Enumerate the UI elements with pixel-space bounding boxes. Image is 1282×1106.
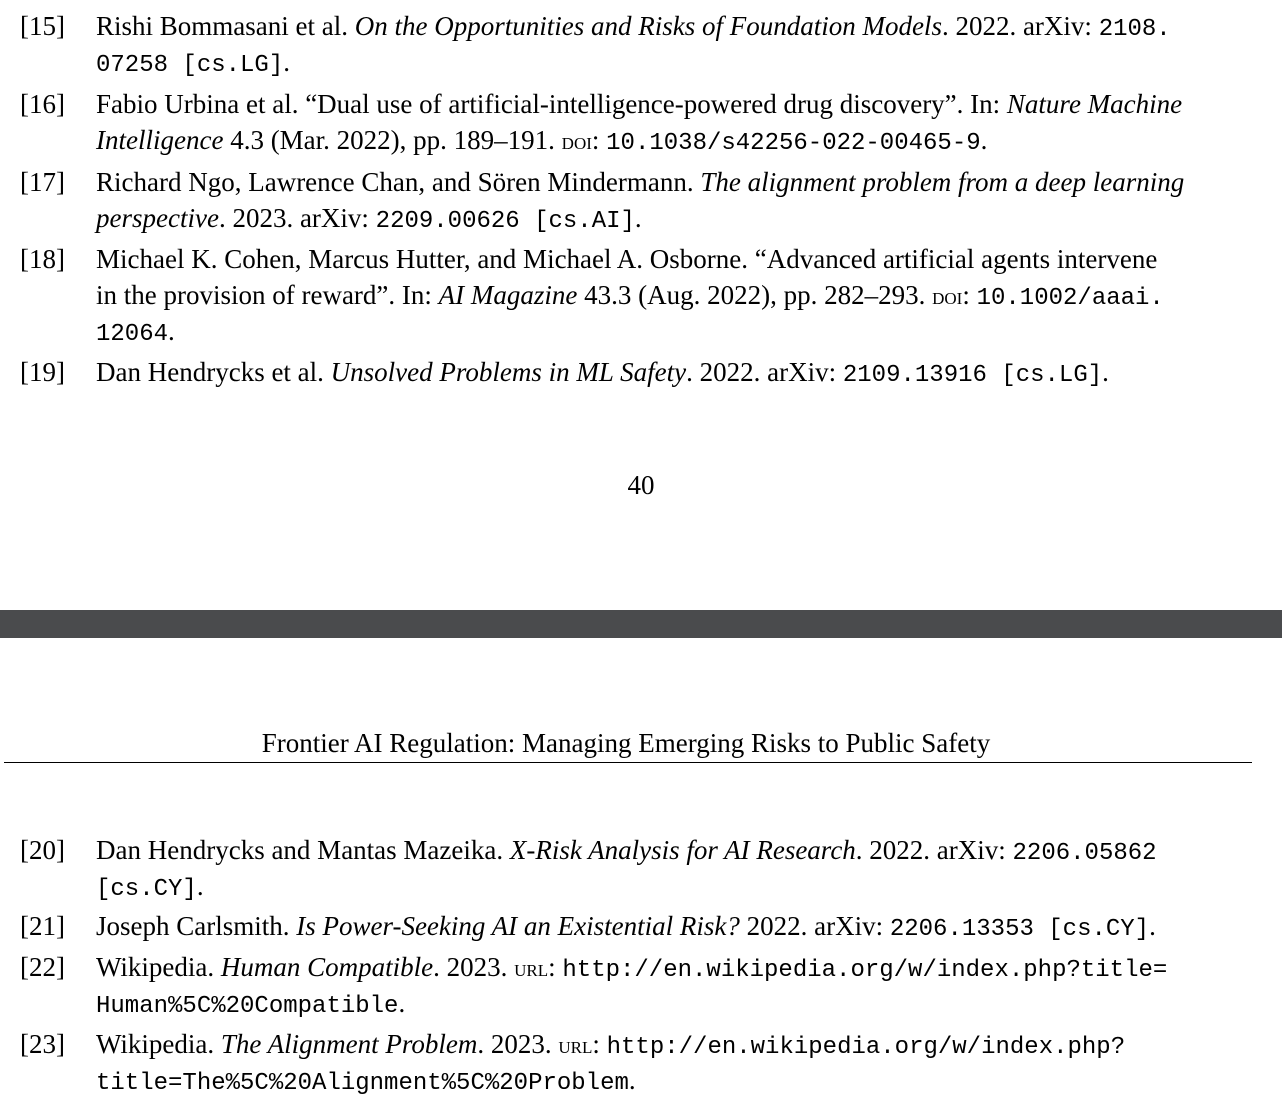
title-text: Is Power-Seeking AI an Existential Risk? bbox=[296, 911, 740, 941]
reference-line bbox=[96, 164, 1256, 200]
url-label: url bbox=[558, 1033, 593, 1059]
reference-text bbox=[96, 949, 1256, 1021]
punctuation: . bbox=[628, 1065, 636, 1095]
arxiv-id: [cs.CY] bbox=[96, 876, 197, 903]
arxiv-id: 2206.05862 bbox=[1012, 840, 1157, 867]
bottom-page bbox=[0, 638, 1282, 1106]
reference-text bbox=[96, 241, 1256, 349]
reference-number: [21] bbox=[20, 911, 65, 941]
reference-line bbox=[96, 200, 1256, 236]
reference-line bbox=[96, 86, 1256, 122]
title-text: On the Opportunities and Risks of Foundation Models bbox=[354, 11, 942, 41]
punctuation: . bbox=[1149, 911, 1156, 941]
authors-text: Wikipedia. bbox=[96, 1029, 221, 1059]
year-text: . 2023. bbox=[433, 952, 515, 982]
reference-line bbox=[96, 832, 1256, 868]
title-text: Human Compatible bbox=[220, 952, 434, 982]
journal-text: Nature Machine bbox=[1006, 89, 1183, 119]
arxiv-id: 2209.00626 [cs.AI] bbox=[375, 208, 635, 235]
reference-line bbox=[96, 122, 1256, 158]
punctuation: . bbox=[168, 316, 175, 346]
reference-line bbox=[96, 8, 1256, 44]
doi-link[interactable]: 10.1038/s42256-022-00465-9 bbox=[606, 130, 981, 157]
authors-text: Dan Hendrycks et al. bbox=[96, 357, 331, 387]
punctuation: : bbox=[592, 1029, 607, 1059]
volume-text: 4.3 (Mar. 2022), pp. 189–191. bbox=[223, 125, 562, 155]
authors-text: Dan Hendrycks and Mantas Mazeika. bbox=[96, 835, 510, 865]
punctuation: . bbox=[283, 47, 290, 77]
punctuation: . bbox=[1102, 357, 1109, 387]
reference-text bbox=[96, 164, 1256, 236]
page-separator bbox=[0, 610, 1282, 638]
reference-line bbox=[96, 354, 1256, 390]
punctuation: . bbox=[980, 125, 988, 155]
reference-line bbox=[96, 985, 1256, 1021]
authors-text: Wikipedia. bbox=[96, 952, 221, 982]
year-text: . 2022. arXiv: bbox=[686, 357, 843, 387]
punctuation: : bbox=[962, 280, 977, 310]
url-link[interactable]: title=The%5C%20Alignment%5C%20Problem bbox=[96, 1070, 629, 1097]
reference-number: [17] bbox=[20, 167, 65, 197]
reference-line bbox=[96, 868, 1256, 904]
authors-text: Fabio Urbina et al. “Dual use of artificial-intelligence-powered drug discovery”. In: bbox=[96, 89, 1007, 119]
punctuation: : bbox=[591, 125, 607, 155]
reference-text bbox=[96, 354, 1256, 390]
reference-line bbox=[96, 313, 1256, 349]
title-text: The Alignment Problem bbox=[220, 1029, 478, 1059]
reference-text bbox=[96, 1026, 1256, 1098]
title-text: X-Risk Analysis for AI Research bbox=[509, 835, 856, 865]
authors-text: Joseph Carlsmith. bbox=[96, 911, 297, 941]
doi-link[interactable]: 10.1002/aaai. bbox=[976, 285, 1164, 312]
url-link[interactable]: http://en.wikipedia.org/w/index.php? bbox=[606, 1034, 1126, 1061]
running-head: Frontier AI Regulation: Managing Emerging Risks to Public Safety bbox=[261, 728, 991, 758]
title-text: perspective bbox=[96, 203, 219, 233]
title-text: Unsolved Problems in ML Safety bbox=[330, 357, 687, 387]
reference-text bbox=[96, 8, 1256, 80]
punctuation: . bbox=[398, 988, 406, 1018]
reference-number: [23] bbox=[20, 1029, 65, 1059]
reference-line bbox=[96, 1062, 1256, 1098]
url-link[interactable]: Human%5C%20Compatible bbox=[96, 993, 399, 1020]
doi-label: doi bbox=[932, 284, 963, 310]
reference-line bbox=[96, 949, 1256, 985]
journal-text: Intelligence bbox=[96, 125, 224, 155]
journal-text: AI Magazine bbox=[438, 280, 578, 310]
reference-number: [19] bbox=[20, 357, 65, 387]
page-number: 40 bbox=[627, 470, 655, 500]
year-text: . 2022. arXiv: bbox=[855, 835, 1013, 865]
arxiv-id: 2206.13353 [cs.CY] bbox=[889, 916, 1150, 943]
reference-text bbox=[96, 86, 1256, 158]
reference-number: [15] bbox=[20, 11, 65, 41]
title-text: in the provision of reward”. In: bbox=[96, 280, 439, 310]
authors-text: Michael K. Cohen, Marcus Hutter, and Michael A. Osborne. “Advanced artificial agents intervene bbox=[96, 244, 1158, 274]
year-text: . 2023. bbox=[477, 1029, 559, 1059]
reference-line bbox=[96, 1026, 1256, 1062]
year-text: . 2023. arXiv: bbox=[218, 203, 376, 233]
reference-line bbox=[96, 44, 1256, 80]
reference-text bbox=[96, 832, 1256, 904]
authors-text: Richard Ngo, Lawrence Chan, and Sören Mindermann. bbox=[96, 167, 701, 197]
reference-line bbox=[96, 908, 1256, 944]
reference-number: [20] bbox=[20, 835, 65, 865]
reference-number: [18] bbox=[20, 244, 65, 274]
title-text: The alignment problem from a deep learning bbox=[700, 167, 1185, 197]
reference-line bbox=[96, 277, 1256, 313]
url-link[interactable]: http://en.wikipedia.org/w/index.php?title= bbox=[562, 957, 1168, 984]
arxiv-id: 07258 [cs.LG] bbox=[96, 52, 284, 79]
doi-link[interactable]: 12064 bbox=[96, 321, 169, 348]
arxiv-id: 2109.13916 [cs.LG] bbox=[842, 362, 1103, 389]
punctuation: : bbox=[548, 952, 563, 982]
punctuation: . bbox=[634, 203, 642, 233]
arxiv-id: 2108. bbox=[1098, 16, 1171, 43]
doi-label: doi bbox=[561, 129, 592, 155]
volume-text: 43.3 (Aug. 2022), pp. 282–293. bbox=[577, 280, 933, 310]
authors-text: Rishi Bommasani et al. bbox=[96, 11, 355, 41]
reference-number: [16] bbox=[20, 89, 65, 119]
year-text: . 2022. arXiv: bbox=[941, 11, 1099, 41]
reference-line bbox=[96, 241, 1256, 277]
url-label: url bbox=[514, 956, 549, 982]
year-text: 2022. arXiv: bbox=[739, 911, 890, 941]
reference-text bbox=[96, 908, 1256, 944]
header-rule bbox=[4, 762, 1252, 763]
reference-number: [22] bbox=[20, 952, 65, 982]
punctuation: . bbox=[196, 871, 204, 901]
